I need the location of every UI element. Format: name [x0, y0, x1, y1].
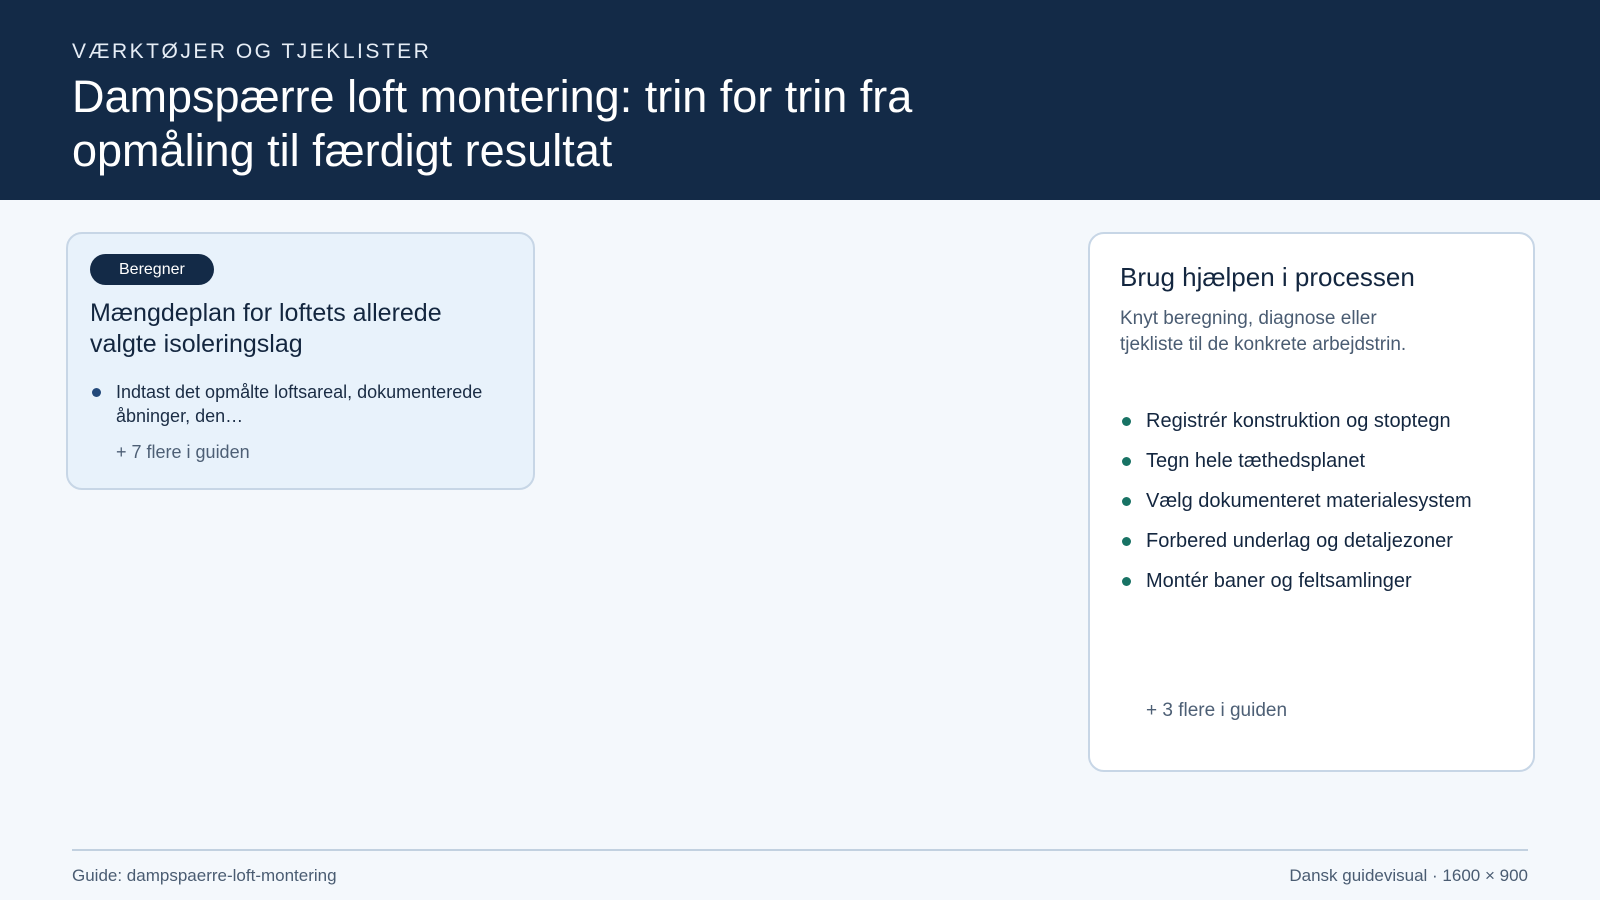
list-item [1120, 408, 1510, 435]
list-item-text: Montér baner og feltsamlinger [1146, 570, 1412, 592]
bullet-dot-icon [1122, 457, 1131, 466]
page-title: Dampspærre loft montering: trin for trin fra opmåling til færdigt resultat [72, 71, 913, 176]
bullet-dot-icon [92, 388, 101, 397]
calculator-badge: Beregner [90, 254, 214, 285]
list-item-text: Vælg dokumenteret materialesystem [1146, 490, 1472, 512]
footer-divider [72, 849, 1528, 851]
calculator-card-title: Mængdeplan for loftets allerede valgte isoleringslag [90, 299, 442, 358]
calculator-item-list [90, 380, 490, 428]
bullet-dot-icon [1122, 497, 1131, 506]
process-step-list [1120, 408, 1510, 608]
process-more-link[interactable]: + 3 flere i guiden [1146, 700, 1288, 721]
bullet-dot-icon [1122, 417, 1131, 426]
footer-guide-label: Guide: dampspaerre-loft-montering [72, 866, 337, 885]
process-card [1088, 232, 1535, 772]
list-item [90, 380, 490, 428]
list-item [1120, 488, 1510, 515]
list-item [1120, 448, 1510, 475]
process-card-description: Knyt beregning, diagnose eller tjekliste til de konkrete arbejdstrin. [1120, 308, 1407, 355]
header-eyebrow: VÆRKTØJER OG TJEKLISTER [72, 40, 432, 63]
bullet-dot-icon [1122, 537, 1131, 546]
process-card-title: Brug hjælpen i processen [1120, 262, 1415, 292]
list-item [1120, 528, 1510, 555]
list-item-text: Forbered underlag og detaljezoner [1146, 530, 1453, 552]
bullet-dot-icon [1122, 577, 1131, 586]
calculator-card [66, 232, 535, 490]
list-item-text: Registrér konstruktion og stoptegn [1146, 410, 1451, 432]
header-banner [0, 0, 1600, 200]
calculator-more-link[interactable]: + 7 flere i guiden [116, 442, 250, 462]
footer-format-label: Dansk guidevisual · 1600 × 900 [1289, 866, 1528, 885]
list-item [1120, 568, 1510, 595]
list-item-text: Tegn hele tæthedsplanet [1146, 450, 1366, 472]
list-item-text: Indtast det opmålte loftsareal, dokumenterede åbninger, den… [116, 382, 483, 426]
